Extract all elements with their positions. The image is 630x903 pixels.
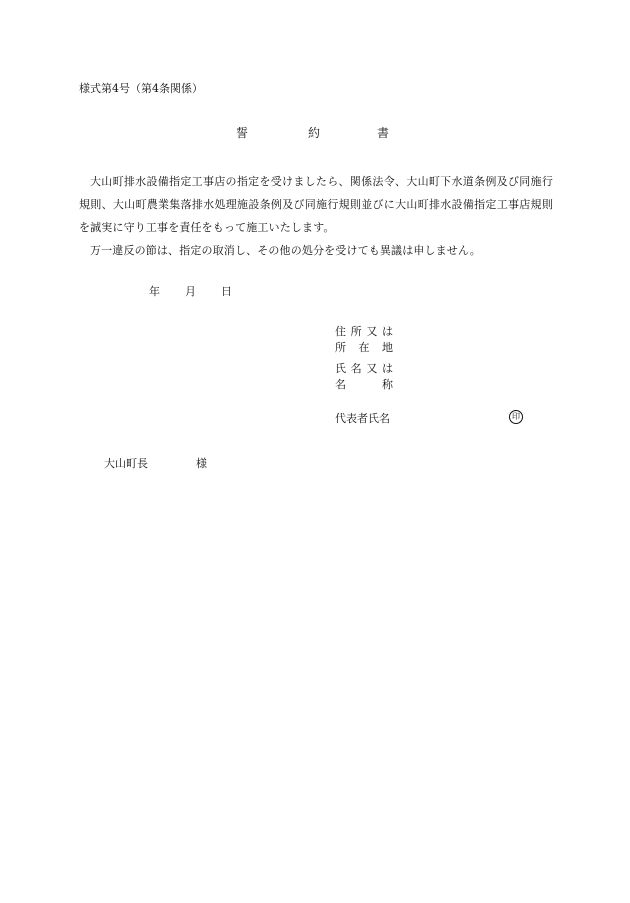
document-title <box>236 127 396 141</box>
representative-name-label: 代表者氏名 <box>335 412 390 425</box>
pledge-paragraph-1: 大山町排水設備指定工事店の指定を受けましたら、関係法令、大山町下水道条例及び同施行規則、大山町農業集落排水処理施設条例及び同施行規則並びに大山町排水設備指定工事店規則を誠実に守り工事を責任をもって施工いたします。 <box>79 175 553 234</box>
addressee-recipient: 大山町長 <box>104 457 148 470</box>
form-number: 様式第4号（第4条関係） <box>79 82 203 95</box>
address-label-line-2: 所 在 地 <box>335 341 393 354</box>
date-day-label: 日 <box>221 285 232 298</box>
date-year-label: 年 <box>149 285 160 298</box>
pledge-body <box>79 170 553 262</box>
date-month-label: 月 <box>185 285 196 298</box>
title-char-1: 誓 <box>236 126 249 140</box>
date-line <box>149 286 239 298</box>
name-label-line-1: 氏 名 又 は <box>335 362 393 375</box>
seal-mark-icon: 印 <box>509 410 523 424</box>
name-label-line-2: 名 称 <box>335 378 393 391</box>
addressee-honorific: 様 <box>196 457 207 470</box>
title-char-2: 約 <box>308 126 321 140</box>
address-label-line-1: 住 所 又 は <box>335 325 393 338</box>
title-char-3: 書 <box>377 126 390 140</box>
pledge-paragraph-2: 万一違反の節は、指定の取消し、その他の処分を受けても異議は申しません。 <box>90 244 481 257</box>
